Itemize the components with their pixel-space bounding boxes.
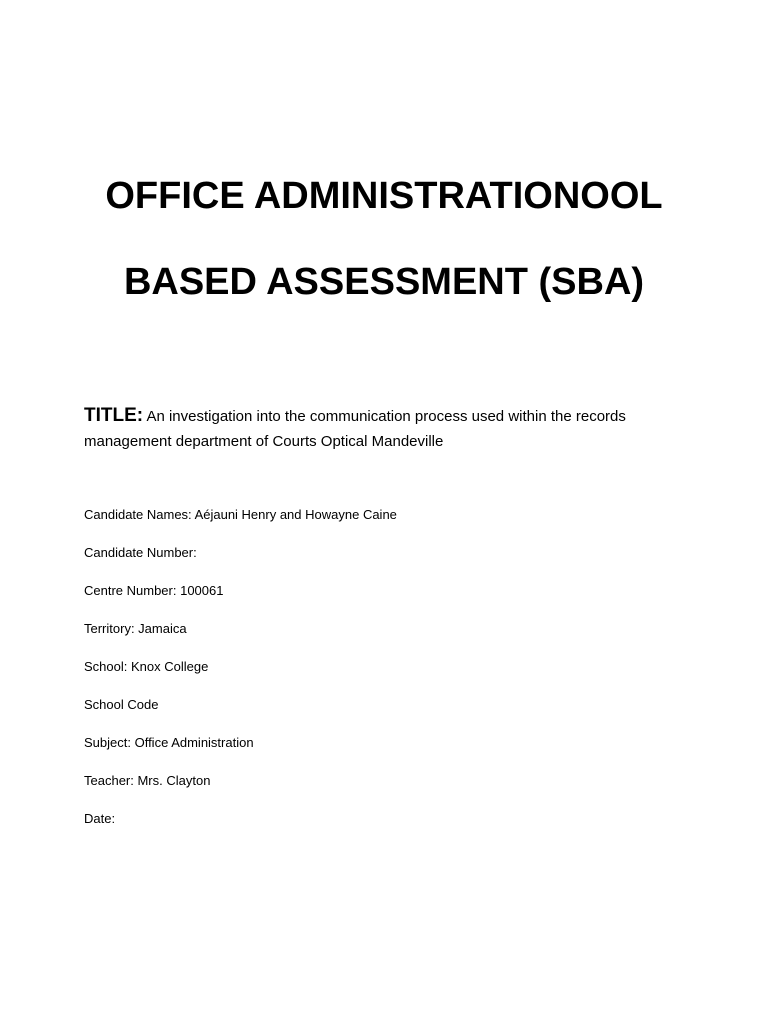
- teacher: Teacher: Mrs. Clayton: [84, 773, 211, 788]
- school-code: School Code: [84, 697, 159, 712]
- document-heading-line-1: OFFICE ADMINISTRATIONOOL: [105, 175, 663, 217]
- candidate-names: Candidate Names: Aéjauni Henry and Howayne Caine: [84, 507, 397, 522]
- title-text: An investigation into the communication process used within the records management department of Courts Optical Mandeville: [84, 408, 626, 450]
- date: Date:: [84, 811, 116, 826]
- territory: Territory: Jamaica: [84, 621, 187, 636]
- document-heading-line-2: BASED ASSESSMENT (SBA): [123, 261, 645, 303]
- candidate-details-list: [84, 505, 684, 847]
- candidate-number: Candidate Number:: [84, 545, 197, 560]
- subject: Subject: Office Administration: [84, 735, 254, 750]
- title-label: TITLE:: [84, 405, 144, 426]
- title-block: [84, 403, 684, 454]
- centre-number: Centre Number: 100061: [84, 583, 224, 598]
- school: School: Knox College: [84, 659, 209, 674]
